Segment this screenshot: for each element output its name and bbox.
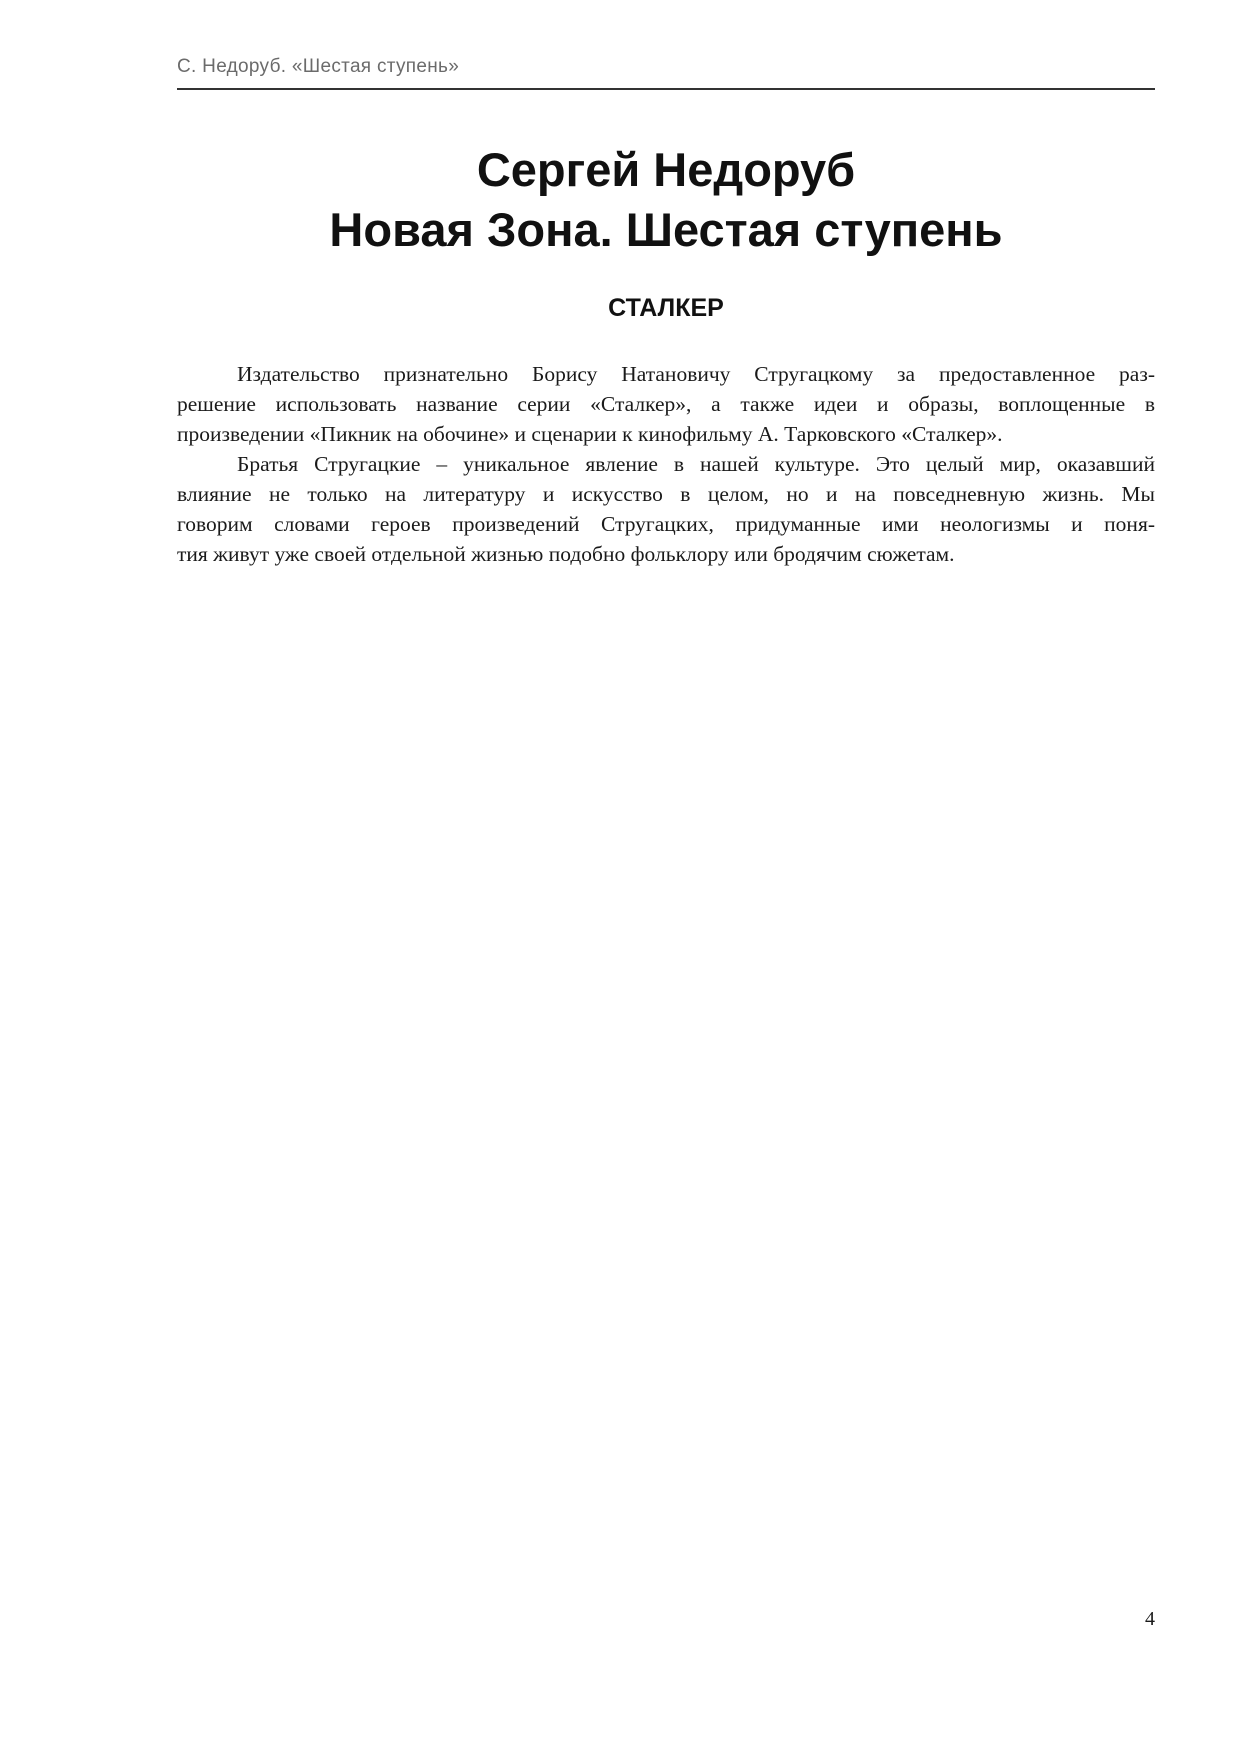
text-line: произведении «Пикник на обочине» и сценарии к кинофильму А. Тарковского «Сталкер». xyxy=(177,422,1003,446)
header-divider xyxy=(177,88,1155,90)
text-line: говорим словами героев произведений Стругацких, придуманные ими неологизмы и поня- xyxy=(177,512,1155,536)
paragraph-acknowledgement xyxy=(177,359,1155,449)
title-author: Сергей Недоруб xyxy=(476,143,856,196)
title-book: Новая Зона. Шестая ступень xyxy=(329,203,1003,256)
body-text xyxy=(177,359,1155,569)
text-line: решение использовать название серии «Сталкер», а также идеи и образы, воплощенные в xyxy=(177,392,1155,416)
text-line: влияние не только на литературу и искусство в целом, но и на повседневную жизнь. Мы xyxy=(177,482,1155,506)
book-title xyxy=(177,140,1155,260)
running-header: С. Недоруб. «Шестая ступень» xyxy=(177,56,460,77)
text-line: Братья Стругацкие – уникальное явление в нашей культуре. Это целый мир, оказавший xyxy=(237,452,1155,476)
series-heading: СТАЛКЕР xyxy=(608,294,724,322)
paragraph-strugatsky xyxy=(177,449,1155,569)
page-number: 4 xyxy=(1145,1608,1155,1630)
text-line: тия живут уже своей отдельной жизнью подобно фольклору или бродячим сюжетам. xyxy=(177,542,955,566)
text-line: Издательство признательно Борису Натановичу Стругацкому за предоставленное раз- xyxy=(237,362,1155,386)
